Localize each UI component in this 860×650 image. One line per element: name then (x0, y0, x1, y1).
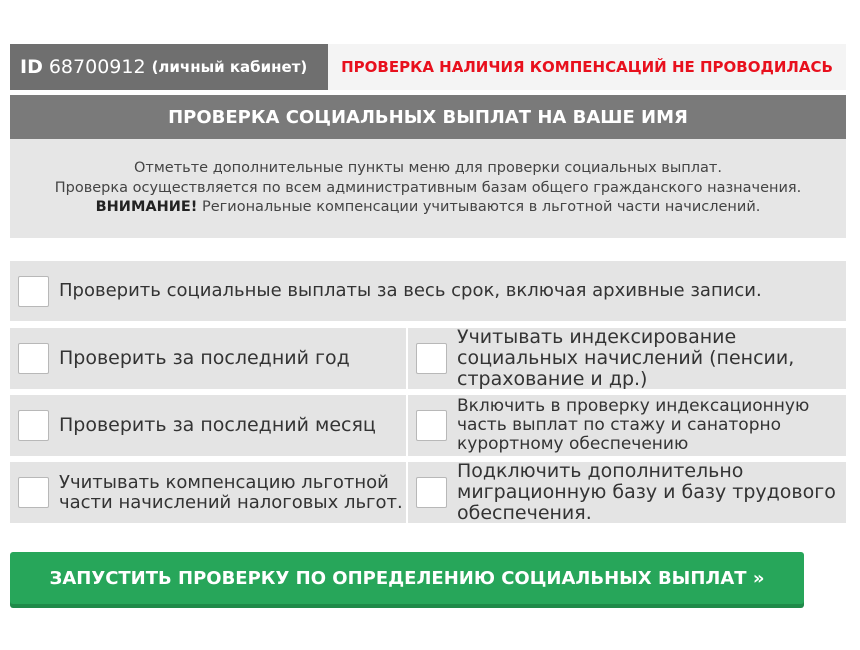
info-line-2: Проверка осуществляется по всем административным базам общего гражданского назначения. (54, 179, 802, 196)
option-last-year-label: Проверить за последний год (59, 347, 350, 369)
cabinet-label: (личный кабинет) (151, 58, 308, 76)
option-migration-label (457, 461, 836, 524)
option-tax-benefits-label (59, 473, 403, 513)
info-box (10, 139, 846, 238)
top-bar (10, 44, 846, 90)
option-seniority[interactable] (408, 395, 846, 456)
option-migration-line-2: миграционную базу и базу трудового (457, 481, 836, 503)
option-seniority-label (457, 397, 809, 454)
info-line-1: Отметьте дополнительные пункты меню для проверки социальных выплат. (134, 160, 722, 176)
info-line-3 (10, 198, 846, 218)
id-number: 68700912 (48, 56, 146, 78)
section-title (10, 95, 846, 139)
option-tax-line-1: Учитывать компенсацию льготной (59, 471, 389, 493)
option-migration[interactable] (408, 462, 846, 523)
checkbox-tax-benefits[interactable] (18, 477, 49, 508)
option-tax-line-2: части начислений налоговых льгот. (59, 491, 403, 513)
status-banner (328, 44, 846, 90)
option-seniority-line-2: часть выплат по стажу и санаторно (457, 415, 782, 435)
option-all-period-label: Проверить социальные выплаты за весь срок, включая архивные записи. (59, 280, 762, 301)
run-check-button[interactable] (10, 552, 804, 604)
option-all-period[interactable] (10, 261, 846, 321)
checkbox-migration[interactable] (416, 477, 447, 508)
id-label: ID (20, 56, 43, 78)
run-check-button-label: ЗАПУСТИТЬ ПРОВЕРКУ ПО ОПРЕДЕЛЕНИЮ СОЦИАЛЬНЫХ ВЫПЛАТ » (49, 567, 765, 589)
option-migration-line-3: обеспечения. (457, 502, 592, 524)
checkbox-last-month[interactable] (18, 410, 49, 441)
section-title-text: ПРОВЕРКА СОЦИАЛЬНЫХ ВЫПЛАТ НА ВАШЕ ИМЯ (168, 106, 688, 128)
option-seniority-line-3: курортному обеспечению (457, 434, 689, 454)
checkbox-seniority[interactable] (416, 410, 447, 441)
status-text: ПРОВЕРКА НАЛИЧИЯ КОМПЕНСАЦИЙ НЕ ПРОВОДИЛАСЬ (341, 58, 833, 76)
user-id-box (10, 44, 328, 90)
option-migration-line-1: Подключить дополнительно (457, 460, 744, 482)
option-last-month-label: Проверить за последний месяц (59, 414, 376, 436)
option-indexing[interactable] (408, 328, 846, 389)
option-indexing-label (457, 327, 794, 390)
checkbox-all-period[interactable] (18, 276, 49, 307)
warning-label: ВНИМАНИЕ! (95, 199, 198, 215)
option-indexing-line-2: социальных начислений (пенсии, (457, 347, 795, 369)
checkbox-last-year[interactable] (18, 343, 49, 374)
option-last-year[interactable] (10, 328, 406, 389)
option-last-month[interactable] (10, 395, 406, 456)
checkbox-indexing[interactable] (416, 343, 447, 374)
option-indexing-line-3: страхование и др.) (457, 368, 648, 390)
option-seniority-line-1: Включить в проверку индексационную (457, 396, 810, 416)
option-tax-benefits[interactable] (10, 462, 406, 523)
warning-text: Региональные компенсации учитываются в льготной части начислений. (197, 199, 761, 215)
option-indexing-line-1: Учитывать индексирование (457, 326, 737, 348)
